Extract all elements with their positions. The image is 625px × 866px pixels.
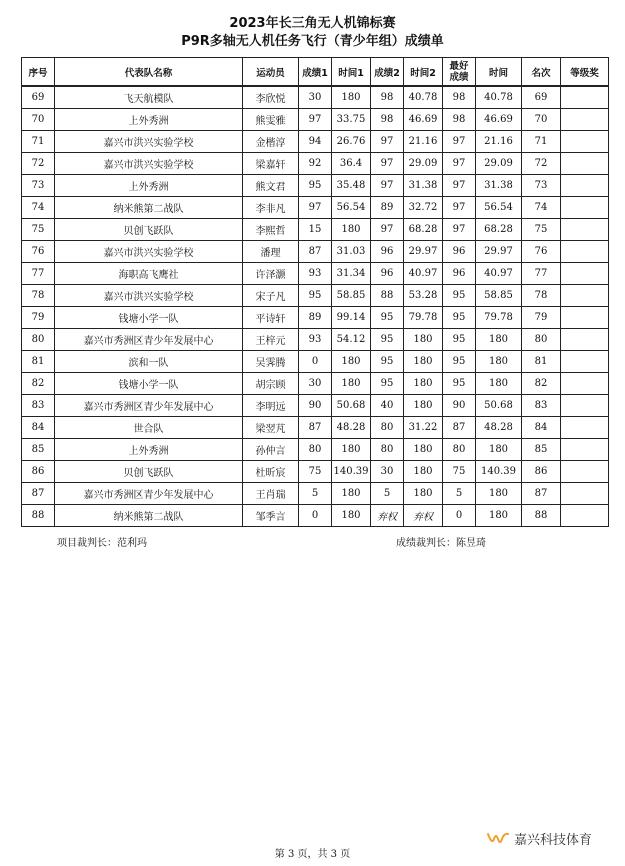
cell-time1: 31.03 [332,241,371,263]
cell-seq: 88 [22,505,55,527]
cell-score1: 95 [299,285,332,307]
cell-best: 96 [443,263,476,285]
table-row [22,373,609,395]
cell-time2: 180 [404,439,443,461]
cell-time: 31.38 [476,175,522,197]
cell-time: 58.85 [476,285,522,307]
table-row [22,197,609,219]
cell-time1: 56.54 [332,197,371,219]
cell-score2: 5 [371,483,404,505]
cell-score1: 97 [299,197,332,219]
cell-time: 56.54 [476,197,522,219]
cell-time1: 31.34 [332,263,371,285]
cell-best: 75 [443,461,476,483]
cell-rank: 83 [522,395,561,417]
cell-score2: 98 [371,109,404,131]
table-row [22,439,609,461]
cell-athlete: 杜昕宸 [243,461,299,483]
cell-seq: 81 [22,351,55,373]
cell-time: 40.78 [476,86,522,109]
cell-athlete: 李熙哲 [243,219,299,241]
cell-best: 95 [443,373,476,395]
cell-time2: 180 [404,483,443,505]
cell-athlete: 许泽灏 [243,263,299,285]
cell-rank: 88 [522,505,561,527]
cell-athlete: 熊雯雅 [243,109,299,131]
cell-score1: 97 [299,109,332,131]
cell-time: 46.69 [476,109,522,131]
cell-time: 79.78 [476,307,522,329]
cell-team: 上外秀洲 [55,175,243,197]
cell-team: 嘉兴市秀洲区青少年发展中心 [55,483,243,505]
cell-award [561,461,609,483]
project-referee: 项目裁判长：范利玛 [57,538,147,549]
cell-rank: 79 [522,307,561,329]
cell-time2: 32.72 [404,197,443,219]
cell-score2: 96 [371,263,404,285]
cell-seq: 78 [22,285,55,307]
cell-score2: 97 [371,153,404,175]
cell-score2: 97 [371,175,404,197]
cell-team: 嘉兴市洪兴实验学校 [55,285,243,307]
cell-team: 世合队 [55,417,243,439]
cell-score2: 96 [371,241,404,263]
cell-time1: 50.68 [332,395,371,417]
header-team: 代表队名称 [55,58,243,87]
cell-team: 嘉兴市秀洲区青少年发展中心 [55,329,243,351]
cell-best: 98 [443,86,476,109]
cell-best: 97 [443,219,476,241]
cell-time: 180 [476,373,522,395]
cell-seq: 70 [22,109,55,131]
cell-time1: 48.28 [332,417,371,439]
table-row [22,153,609,175]
cell-rank: 87 [522,483,561,505]
table-row [22,307,609,329]
table-row [22,461,609,483]
cell-athlete: 胡宗顾 [243,373,299,395]
cell-team: 钱塘小学一队 [55,307,243,329]
score-referee: 成绩裁判长：陈昱琦 [396,538,486,549]
table-row [22,505,609,527]
cell-score1: 89 [299,307,332,329]
cell-seq: 86 [22,461,55,483]
cell-team: 海职高飞鹰社 [55,263,243,285]
table-row [22,175,609,197]
cell-time2: 29.09 [404,153,443,175]
cell-team: 上外秀洲 [55,439,243,461]
cell-time: 40.97 [476,263,522,285]
cell-time2: 弃权 [404,505,443,527]
table-row [22,483,609,505]
cell-time: 29.97 [476,241,522,263]
cell-time1: 180 [332,373,371,395]
cell-rank: 73 [522,175,561,197]
cell-award [561,439,609,461]
cell-score2: 95 [371,351,404,373]
cell-time2: 180 [404,373,443,395]
cell-time1: 58.85 [332,285,371,307]
watermark-text: 嘉兴科技体育 [514,833,593,848]
header-seq: 序号 [22,58,55,87]
cell-seq: 72 [22,153,55,175]
cell-seq: 84 [22,417,55,439]
cell-time1: 180 [332,505,371,527]
cell-seq: 79 [22,307,55,329]
table-row [22,241,609,263]
cell-score2: 97 [371,219,404,241]
table-row [22,263,609,285]
cell-award [561,153,609,175]
table-row [22,417,609,439]
cell-seq: 77 [22,263,55,285]
table-row [22,219,609,241]
cell-athlete: 孙仲言 [243,439,299,461]
cell-seq: 85 [22,439,55,461]
cell-score2: 95 [371,373,404,395]
cell-award [561,131,609,153]
cell-time: 180 [476,351,522,373]
cell-time2: 180 [404,395,443,417]
cell-best: 95 [443,307,476,329]
cell-award [561,483,609,505]
cell-time1: 140.39 [332,461,371,483]
cell-award [561,197,609,219]
cell-time: 21.16 [476,131,522,153]
cell-award [561,505,609,527]
cell-score1: 5 [299,483,332,505]
cell-score1: 90 [299,395,332,417]
cell-score1: 80 [299,439,332,461]
header-time: 时间 [476,58,522,87]
page-number: 第 3 页，共 3 页 [274,849,351,860]
cell-seq: 73 [22,175,55,197]
cell-time: 48.28 [476,417,522,439]
cell-seq: 75 [22,219,55,241]
cell-seq: 80 [22,329,55,351]
cell-time2: 180 [404,351,443,373]
cell-rank: 81 [522,351,561,373]
cell-rank: 84 [522,417,561,439]
cell-best: 95 [443,285,476,307]
cell-score1: 15 [299,219,332,241]
cell-team: 嘉兴市秀洲区青少年发展中心 [55,395,243,417]
cell-score1: 93 [299,329,332,351]
header-athlete: 运动员 [243,58,299,87]
cell-athlete: 吴霁腾 [243,351,299,373]
cell-time1: 26.76 [332,131,371,153]
cell-rank: 80 [522,329,561,351]
cell-award [561,263,609,285]
cell-best: 5 [443,483,476,505]
cell-award [561,417,609,439]
header-score2: 成绩2 [371,58,404,87]
cell-time2: 40.78 [404,86,443,109]
cell-team: 纳米熊第二战队 [55,505,243,527]
header-rank: 名次 [522,58,561,87]
cell-best: 80 [443,439,476,461]
cell-team: 飞天航模队 [55,86,243,109]
cell-score2: 40 [371,395,404,417]
cell-time2: 46.69 [404,109,443,131]
cell-seq: 82 [22,373,55,395]
cell-score2: 95 [371,329,404,351]
cell-rank: 82 [522,373,561,395]
cell-score1: 87 [299,241,332,263]
table-row [22,131,609,153]
cell-time1: 180 [332,439,371,461]
cell-time1: 180 [332,219,371,241]
cell-team: 钱塘小学一队 [55,373,243,395]
table-row [22,329,609,351]
cell-athlete: 王肖瑞 [243,483,299,505]
cell-time1: 36.4 [332,153,371,175]
header-best-line1: 最好 [449,60,469,72]
cell-award [561,351,609,373]
cell-score1: 87 [299,417,332,439]
cell-award [561,86,609,109]
cell-athlete: 李非凡 [243,197,299,219]
cell-best: 97 [443,131,476,153]
cell-time2: 53.28 [404,285,443,307]
cell-best: 87 [443,417,476,439]
cell-rank: 85 [522,439,561,461]
cell-best: 95 [443,329,476,351]
cell-award [561,109,609,131]
cell-score1: 75 [299,461,332,483]
cell-team: 纳米熊第二战队 [55,197,243,219]
cell-score1: 30 [299,373,332,395]
cell-time: 140.39 [476,461,522,483]
cell-best: 95 [443,351,476,373]
header-time2: 时间2 [404,58,443,87]
cell-award [561,241,609,263]
cell-score2: 89 [371,197,404,219]
cell-score2: 30 [371,461,404,483]
cell-time1: 180 [332,86,371,109]
cell-score1: 95 [299,175,332,197]
cell-time2: 29.97 [404,241,443,263]
cell-time: 29.09 [476,153,522,175]
cell-time2: 180 [404,329,443,351]
table-row [22,351,609,373]
cell-score1: 93 [299,263,332,285]
cell-award [561,373,609,395]
cell-score2: 98 [371,86,404,109]
table-row [22,395,609,417]
cell-seq: 74 [22,197,55,219]
table-row [22,86,609,109]
header-best [443,58,476,87]
cell-time2: 40.97 [404,263,443,285]
cell-award [561,175,609,197]
cell-athlete: 宋子凡 [243,285,299,307]
cell-score1: 0 [299,351,332,373]
document-subtitle: P9R多轴无人机任务飞行（青少年组）成绩单 [181,34,444,49]
results-body [22,86,609,527]
document-title: 2023年长三角无人机锦标赛 [229,16,396,31]
cell-rank: 74 [522,197,561,219]
results-table [21,57,609,527]
cell-team: 贝创飞跃队 [55,461,243,483]
cell-best: 0 [443,505,476,527]
cell-athlete: 梁嘉轩 [243,153,299,175]
cell-score1: 0 [299,505,332,527]
cell-time: 180 [476,483,522,505]
cell-athlete: 熊文君 [243,175,299,197]
cell-athlete: 邹季言 [243,505,299,527]
cell-team: 上外秀洲 [55,109,243,131]
cell-rank: 75 [522,219,561,241]
cell-athlete: 平诗轩 [243,307,299,329]
cell-team: 嘉兴市洪兴实验学校 [55,153,243,175]
cell-best: 90 [443,395,476,417]
cell-score2: 88 [371,285,404,307]
cell-athlete: 王梓元 [243,329,299,351]
cell-seq: 87 [22,483,55,505]
cell-award [561,329,609,351]
cell-seq: 71 [22,131,55,153]
cell-athlete: 梁翌芃 [243,417,299,439]
cell-rank: 71 [522,131,561,153]
cell-time2: 31.22 [404,417,443,439]
cell-score1: 92 [299,153,332,175]
cell-time2: 79.78 [404,307,443,329]
cell-rank: 72 [522,153,561,175]
cell-score1: 30 [299,86,332,109]
cell-athlete: 李明远 [243,395,299,417]
header-award: 等级奖 [561,58,609,87]
table-row [22,285,609,307]
cell-score2: 弃权 [371,505,404,527]
cell-score2: 80 [371,417,404,439]
cell-rank: 76 [522,241,561,263]
cell-team: 嘉兴市洪兴实验学校 [55,241,243,263]
cell-time2: 180 [404,461,443,483]
cell-rank: 78 [522,285,561,307]
header-score1: 成绩1 [299,58,332,87]
cell-rank: 86 [522,461,561,483]
cell-time2: 21.16 [404,131,443,153]
cell-seq: 76 [22,241,55,263]
cell-time1: 54.12 [332,329,371,351]
cell-seq: 69 [22,86,55,109]
cell-time1: 33.75 [332,109,371,131]
header-row [22,58,609,87]
cell-team: 嘉兴市洪兴实验学校 [55,131,243,153]
cell-time: 180 [476,439,522,461]
cell-best: 96 [443,241,476,263]
cell-time1: 180 [332,351,371,373]
cell-athlete: 金楷淳 [243,131,299,153]
cell-time: 180 [476,329,522,351]
cell-time: 68.28 [476,219,522,241]
header-best-line2: 成绩 [449,71,469,83]
cell-time1: 180 [332,483,371,505]
cell-score2: 80 [371,439,404,461]
cell-best: 97 [443,153,476,175]
cell-award [561,285,609,307]
cell-time2: 68.28 [404,219,443,241]
cell-rank: 77 [522,263,561,285]
cell-team: 滨和一队 [55,351,243,373]
cell-score2: 95 [371,307,404,329]
cell-rank: 70 [522,109,561,131]
cell-score2: 97 [371,131,404,153]
cell-best: 98 [443,109,476,131]
cell-best: 97 [443,175,476,197]
cell-athlete: 潘理 [243,241,299,263]
table-row [22,109,609,131]
cell-time2: 31.38 [404,175,443,197]
cell-award [561,395,609,417]
cell-best: 97 [443,197,476,219]
cell-seq: 83 [22,395,55,417]
cell-time: 50.68 [476,395,522,417]
cell-time1: 35.48 [332,175,371,197]
header-time1: 时间1 [332,58,371,87]
cell-award [561,307,609,329]
cell-rank: 69 [522,86,561,109]
cell-time: 180 [476,505,522,527]
cell-athlete: 李欣悦 [243,86,299,109]
cell-award [561,219,609,241]
cell-time1: 99.14 [332,307,371,329]
cell-team: 贝创飞跃队 [55,219,243,241]
cell-score1: 94 [299,131,332,153]
